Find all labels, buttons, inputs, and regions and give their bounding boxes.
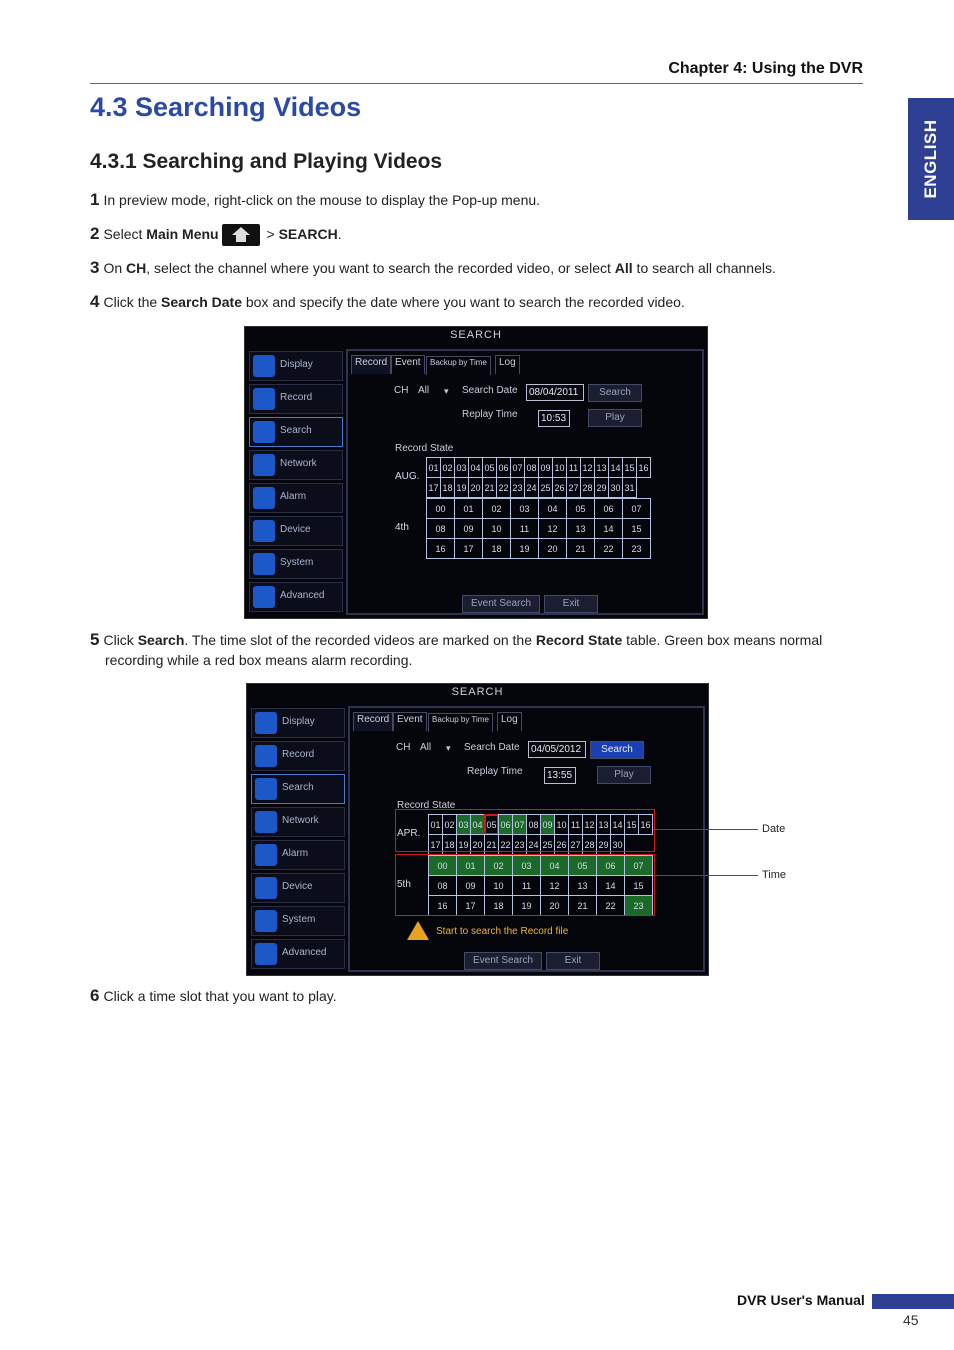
date-cell[interactable]: 06 xyxy=(498,814,513,835)
date-cell[interactable]: 12 xyxy=(582,814,597,835)
time-slot-cell[interactable]: 03 xyxy=(510,498,539,519)
time-slot-cell[interactable]: 16 xyxy=(428,895,457,916)
record-state-label: Record State xyxy=(397,800,456,811)
system-icon xyxy=(253,553,275,575)
date-cell[interactable]: 31 xyxy=(622,477,637,498)
date-cell[interactable]: 23 xyxy=(512,834,527,855)
date-cell[interactable]: 30 xyxy=(608,477,623,498)
sidebar-item-label: Alarm xyxy=(280,491,307,502)
warning-icon xyxy=(407,921,429,940)
step-bold: Search xyxy=(137,632,185,648)
day-label: 4th xyxy=(395,522,409,533)
ch-value[interactable]: All xyxy=(418,385,430,396)
time-slot-cell[interactable]: 04 xyxy=(540,855,569,876)
date-cell[interactable]: 28 xyxy=(582,834,597,855)
time-callout-line xyxy=(653,875,758,876)
sidebar-item-label: Device xyxy=(282,881,313,892)
sidebar-item-alarm[interactable] xyxy=(251,840,345,870)
date-cell[interactable]: 10 xyxy=(554,814,569,835)
footer-bar xyxy=(872,1294,954,1309)
section-subtitle: 4.3.1 Searching and Playing Videos xyxy=(90,150,443,173)
exit-button[interactable]: Exit xyxy=(546,952,600,970)
time-slot-cell[interactable]: 01 xyxy=(454,498,483,519)
step-4 xyxy=(90,292,685,312)
tab-log[interactable]: Log xyxy=(495,355,520,374)
time-slot-cell[interactable]: 22 xyxy=(596,895,625,916)
date-cell[interactable]: 11 xyxy=(566,457,581,478)
step-text: In preview mode, right-click on the mouse to display the Pop-up menu. xyxy=(103,192,541,208)
sidebar-item-label: Record xyxy=(280,392,313,403)
date-cell[interactable]: 19 xyxy=(454,477,469,498)
sidebar-item-label: Record xyxy=(282,749,315,760)
date-cell[interactable]: 18 xyxy=(442,834,457,855)
date-callout-line xyxy=(653,829,758,830)
day-label: 5th xyxy=(397,879,411,890)
time-slot-cell[interactable]: 02 xyxy=(482,498,511,519)
time-callout-label: Time xyxy=(762,869,787,881)
dvr-sidebar xyxy=(249,706,345,973)
search-date-label: Search Date xyxy=(464,742,520,753)
date-cell[interactable]: 19 xyxy=(456,834,471,855)
time-slot-cell[interactable]: 21 xyxy=(566,538,595,559)
date-cell[interactable]: 11 xyxy=(568,814,583,835)
device-icon xyxy=(255,877,277,899)
time-slot-cell[interactable]: 02 xyxy=(484,855,513,876)
time-slot-cell[interactable]: 22 xyxy=(594,538,623,559)
date-cell[interactable]: 13 xyxy=(594,457,609,478)
time-callout-box xyxy=(395,854,655,916)
time-slot-cell[interactable]: 10 xyxy=(484,875,513,896)
event-search-button[interactable]: Event Search xyxy=(462,595,540,613)
time-slot-cell[interactable]: 20 xyxy=(538,538,567,559)
step-number: 1 xyxy=(90,190,100,209)
time-slot-cell[interactable]: 04 xyxy=(538,498,567,519)
date-cell[interactable]: 04 xyxy=(470,814,485,835)
date-cell[interactable]: 01 xyxy=(426,457,441,478)
date-cell[interactable]: 15 xyxy=(622,457,637,478)
month-label: AUG. xyxy=(395,471,420,482)
date-cell[interactable]: 22 xyxy=(498,834,513,855)
sidebar-item-search[interactable] xyxy=(249,417,343,447)
date-cell[interactable]: 14 xyxy=(610,814,625,835)
step-text: , select the channel where you want to search the recorded video, or select xyxy=(146,260,615,276)
step-number: 2 xyxy=(90,224,100,243)
time-slot-cell[interactable]: 20 xyxy=(540,895,569,916)
sidebar-item-device[interactable] xyxy=(249,516,343,546)
sidebar-item-label: Display xyxy=(280,359,313,370)
time-slot-cell[interactable]: 06 xyxy=(594,498,623,519)
sidebar-item-label: Advanced xyxy=(282,947,327,958)
step-text: Click the xyxy=(103,294,162,310)
date-cell[interactable]: 23 xyxy=(510,477,525,498)
date-cell[interactable]: 25 xyxy=(538,477,553,498)
sidebar-item-advanced[interactable] xyxy=(249,582,343,612)
sidebar-item-record[interactable] xyxy=(251,741,345,771)
display-icon xyxy=(255,712,277,734)
time-slot-cell[interactable]: 06 xyxy=(596,855,625,876)
date-cell[interactable]: 21 xyxy=(484,834,499,855)
search-icon xyxy=(253,421,275,443)
time-slot-cell[interactable]: 12 xyxy=(540,875,569,896)
step-text: to search all channels. xyxy=(632,260,776,276)
advanced-icon xyxy=(255,943,277,965)
replay-time-input[interactable]: 10:53 xyxy=(538,410,570,427)
date-cell[interactable]: 03 xyxy=(456,814,471,835)
date-cell[interactable]: 30 xyxy=(610,834,625,855)
step-bold: Record State xyxy=(535,632,623,648)
sidebar-item-label: Network xyxy=(280,458,317,469)
home-menu-icon xyxy=(222,224,260,246)
exit-button[interactable]: Exit xyxy=(544,595,598,613)
time-slot-cell[interactable]: 21 xyxy=(568,895,597,916)
device-icon xyxy=(253,520,275,542)
language-tab-label: ENGLISH xyxy=(921,119,940,199)
record-icon xyxy=(253,388,275,410)
date-cell[interactable]: 27 xyxy=(568,834,583,855)
date-cell[interactable]: 05 xyxy=(482,457,497,478)
alarm-icon xyxy=(255,844,277,866)
sidebar-item-network[interactable] xyxy=(251,807,345,837)
date-cell[interactable]: 24 xyxy=(524,477,539,498)
time-slot-cell[interactable]: 23 xyxy=(622,538,651,559)
step-1 xyxy=(90,190,540,210)
date-callout-label: Date xyxy=(762,823,786,835)
time-slot-cell[interactable]: 15 xyxy=(622,518,651,539)
dvr-sidebar xyxy=(247,349,343,616)
screen-title: SEARCH xyxy=(450,329,502,341)
step-bold: Main Menu xyxy=(146,226,219,242)
date-cell[interactable]: 03 xyxy=(454,457,469,478)
date-cell[interactable]: 07 xyxy=(512,814,527,835)
date-cell[interactable]: 08 xyxy=(526,814,541,835)
date-cell[interactable]: 17 xyxy=(426,477,441,498)
step-text: . The time slot of the recorded videos are marked on the xyxy=(184,632,536,648)
step-text: recording while a red box means alarm recording. xyxy=(105,652,413,668)
step-text: . xyxy=(337,226,342,242)
sidebar-item-label: Search xyxy=(282,782,314,793)
footer-title: DVR User's Manual xyxy=(737,1292,865,1308)
date-cell[interactable]: 05 xyxy=(484,814,499,835)
date-cell[interactable]: 20 xyxy=(470,834,485,855)
sidebar-item-label: Device xyxy=(280,524,311,535)
step-text: Click xyxy=(103,632,138,648)
tab-event[interactable]: Event xyxy=(391,355,425,374)
chevron-down-icon[interactable]: ▾ xyxy=(444,386,449,396)
time-slot-cell[interactable]: 10 xyxy=(482,518,511,539)
time-slot-cell[interactable]: 17 xyxy=(456,895,485,916)
sidebar-item-label: Display xyxy=(282,716,315,727)
replay-time-input[interactable]: 13:55 xyxy=(544,767,576,784)
time-slot-cell[interactable]: 16 xyxy=(426,538,455,559)
date-cell[interactable]: 26 xyxy=(554,834,569,855)
step-bold: CH xyxy=(126,260,147,276)
step-text: table. Green box means normal xyxy=(622,632,823,648)
time-slot-cell[interactable]: 18 xyxy=(484,895,513,916)
time-slot-cell[interactable]: 05 xyxy=(568,855,597,876)
ch-label: CH xyxy=(396,742,411,753)
step-number: 3 xyxy=(90,258,100,277)
search-button[interactable]: Search xyxy=(590,741,644,759)
ch-label: CH xyxy=(394,385,409,396)
date-cell[interactable]: 04 xyxy=(468,457,483,478)
screen-title: SEARCH xyxy=(451,686,504,698)
date-callout-box xyxy=(395,809,655,852)
date-cell[interactable]: 27 xyxy=(566,477,581,498)
time-slot-cell[interactable]: 03 xyxy=(512,855,541,876)
network-icon xyxy=(253,454,275,476)
step-text: Select xyxy=(103,226,147,242)
time-slot-cell[interactable]: 23 xyxy=(624,895,653,916)
time-slot-cell[interactable]: 09 xyxy=(454,518,483,539)
step-6 xyxy=(90,986,337,1006)
sidebar-item-advanced[interactable] xyxy=(251,939,345,969)
time-slot-cell[interactable]: 08 xyxy=(426,518,455,539)
step-number: 6 xyxy=(90,986,100,1005)
step-bold: SEARCH xyxy=(278,226,338,242)
sidebar-item-display[interactable] xyxy=(249,351,343,381)
time-slot-cell[interactable]: 05 xyxy=(566,498,595,519)
date-cell[interactable]: 18 xyxy=(440,477,455,498)
play-button[interactable]: Play xyxy=(597,766,651,784)
step-2 xyxy=(90,224,342,246)
sidebar-item-label: Search xyxy=(280,425,312,436)
ch-value[interactable]: All xyxy=(420,742,432,753)
time-slot-cell[interactable]: 00 xyxy=(426,498,455,519)
event-search-button[interactable]: Event Search xyxy=(464,952,542,970)
step-bold: Search Date xyxy=(161,294,242,310)
record-icon xyxy=(255,745,277,767)
date-cell[interactable]: 12 xyxy=(580,457,595,478)
date-cell[interactable]: 21 xyxy=(482,477,497,498)
date-cell[interactable]: 29 xyxy=(596,834,611,855)
date-cell[interactable]: 02 xyxy=(442,814,457,835)
month-label: APR. xyxy=(397,828,421,839)
time-slot-cell[interactable]: 19 xyxy=(510,538,539,559)
search-date-label: Search Date xyxy=(462,385,518,396)
system-icon xyxy=(255,910,277,932)
date-cell[interactable]: 02 xyxy=(440,457,455,478)
date-cell[interactable]: 24 xyxy=(526,834,541,855)
search-button[interactable]: Search xyxy=(588,384,642,402)
step-text: On xyxy=(103,260,127,276)
chevron-down-icon[interactable]: ▾ xyxy=(446,743,451,753)
date-cell[interactable]: 22 xyxy=(496,477,511,498)
date-cell[interactable]: 13 xyxy=(596,814,611,835)
chapter-header: Chapter 4: Using the DVR xyxy=(668,60,863,77)
replay-time-label: Replay Time xyxy=(467,766,523,777)
time-slot-cell[interactable]: 13 xyxy=(566,518,595,539)
advanced-icon xyxy=(253,586,275,608)
step-3 xyxy=(90,258,776,278)
record-state-label: Record State xyxy=(395,443,454,454)
date-cell[interactable]: 09 xyxy=(538,457,553,478)
step-number: 4 xyxy=(90,292,100,311)
sidebar-item-network[interactable] xyxy=(249,450,343,480)
time-slot-cell[interactable]: 19 xyxy=(512,895,541,916)
section-title: 4.3 Searching Videos xyxy=(90,92,362,122)
time-slot-cell[interactable]: 12 xyxy=(538,518,567,539)
time-slot-cell[interactable]: 14 xyxy=(594,518,623,539)
sidebar-item-label: Alarm xyxy=(282,848,309,859)
time-slot-cell[interactable]: 07 xyxy=(622,498,651,519)
sidebar-item-search[interactable] xyxy=(251,774,345,804)
date-cell[interactable]: 07 xyxy=(510,457,525,478)
time-slot-cell[interactable]: 09 xyxy=(456,875,485,896)
sidebar-item-label: Advanced xyxy=(280,590,325,601)
date-cell[interactable]: 26 xyxy=(552,477,567,498)
tab-record[interactable]: Record xyxy=(351,355,391,374)
time-slot-cell[interactable]: 01 xyxy=(456,855,485,876)
display-icon xyxy=(253,355,275,377)
replay-time-label: Replay Time xyxy=(462,409,518,420)
step-number: 5 xyxy=(90,630,100,649)
tab-backup-by-time[interactable]: Backup by Time xyxy=(426,356,491,375)
sidebar-item-system[interactable] xyxy=(249,549,343,579)
play-button[interactable]: Play xyxy=(588,409,642,427)
search-icon xyxy=(255,778,277,800)
step-5 xyxy=(90,630,822,670)
sidebar-item-label: Network xyxy=(282,815,319,826)
date-cell[interactable]: 08 xyxy=(524,457,539,478)
step-text: > xyxy=(262,226,279,242)
time-slot-cell[interactable]: 14 xyxy=(596,875,625,896)
tab-event[interactable]: Event xyxy=(393,712,427,731)
header-rule xyxy=(90,83,863,84)
date-cell[interactable]: 16 xyxy=(638,814,653,835)
date-cell[interactable]: 14 xyxy=(608,457,623,478)
sidebar-item-label: System xyxy=(282,914,316,925)
date-cell[interactable]: 16 xyxy=(636,457,651,478)
date-cell[interactable]: 09 xyxy=(540,814,555,835)
step-text: box and specify the date where you want to search the recorded video. xyxy=(241,294,685,310)
time-slot-cell[interactable]: 11 xyxy=(512,875,541,896)
search-date-input[interactable]: 08/04/2011 xyxy=(526,384,584,401)
dvr-search-screen-1 xyxy=(244,326,708,619)
date-cell[interactable]: 10 xyxy=(552,457,567,478)
date-cell[interactable]: 01 xyxy=(428,814,443,835)
sidebar-item-device[interactable] xyxy=(251,873,345,903)
date-cell[interactable]: 17 xyxy=(428,834,443,855)
date-cell[interactable]: 28 xyxy=(580,477,595,498)
date-cell[interactable]: 06 xyxy=(496,457,511,478)
step-text: Click a time slot that you want to play. xyxy=(103,988,337,1004)
date-cell[interactable]: 20 xyxy=(468,477,483,498)
sidebar-item-alarm[interactable] xyxy=(249,483,343,513)
date-cell[interactable]: 15 xyxy=(624,814,639,835)
time-slot-cell[interactable]: 08 xyxy=(428,875,457,896)
time-slot-cell[interactable]: 07 xyxy=(624,855,653,876)
warning-message: Start to search the Record file xyxy=(436,926,569,937)
search-panel xyxy=(346,349,704,615)
search-date-input[interactable]: 04/05/2012 xyxy=(528,741,586,758)
language-tab xyxy=(908,98,954,220)
time-slot-cell[interactable]: 18 xyxy=(482,538,511,559)
tab-backup-by-time[interactable]: Backup by Time xyxy=(428,713,493,732)
tab-record[interactable]: Record xyxy=(353,712,393,731)
sidebar-item-record[interactable] xyxy=(249,384,343,414)
network-icon xyxy=(255,811,277,833)
tab-log[interactable]: Log xyxy=(497,712,522,731)
step-bold: All xyxy=(614,260,633,276)
page-number: 45 xyxy=(903,1312,919,1328)
date-cell[interactable]: 29 xyxy=(594,477,609,498)
time-slot-cell[interactable]: 00 xyxy=(428,855,457,876)
sidebar-item-display[interactable] xyxy=(251,708,345,738)
sidebar-item-system[interactable] xyxy=(251,906,345,936)
time-slot-cell[interactable]: 17 xyxy=(454,538,483,559)
sidebar-item-label: System xyxy=(280,557,314,568)
alarm-icon xyxy=(253,487,275,509)
time-slot-cell[interactable]: 15 xyxy=(624,875,653,896)
time-slot-cell[interactable]: 11 xyxy=(510,518,539,539)
time-slot-cell[interactable]: 13 xyxy=(568,875,597,896)
date-cell[interactable]: 25 xyxy=(540,834,555,855)
